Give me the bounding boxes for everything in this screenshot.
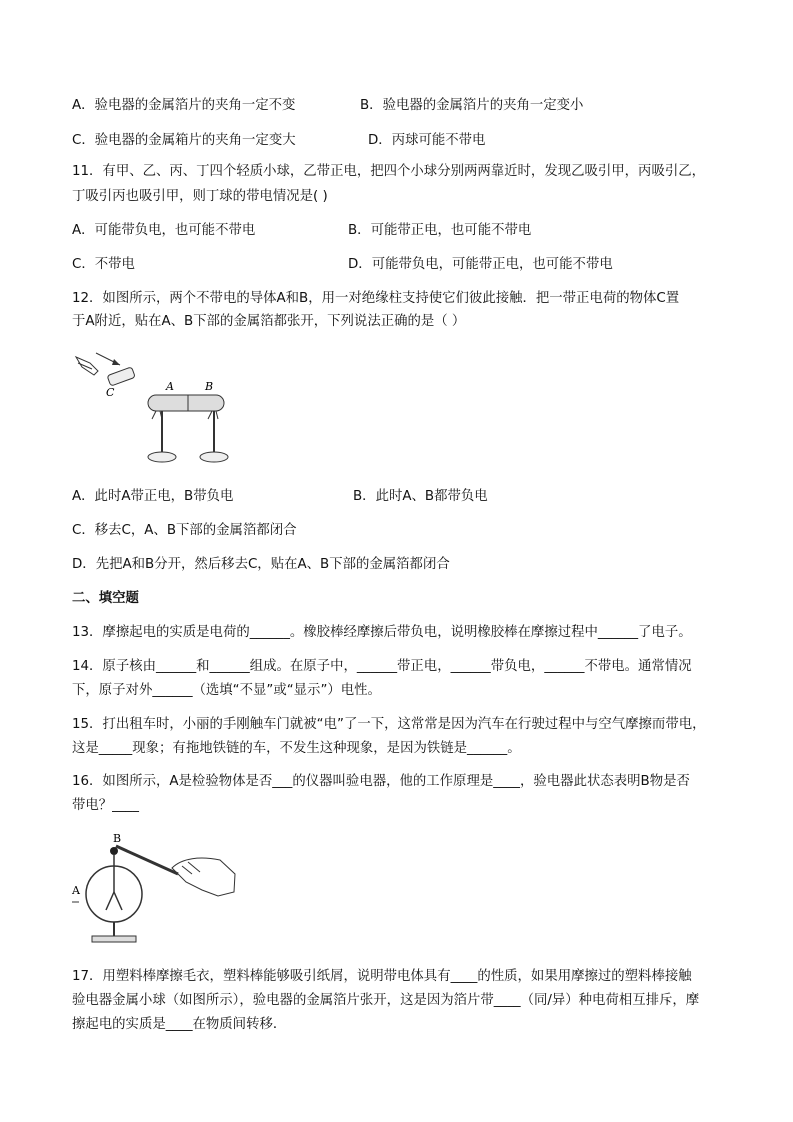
base-b — [200, 452, 228, 462]
q12-option-c: C．移去C，A、B下部的金属箔都闭合 — [72, 523, 297, 538]
q17-line1: 17．用塑料棒摩擦毛衣，塑料棒能够吸引纸屑，说明带电体具有____的性质，如果用摩擦过的塑料棒接触 — [72, 969, 692, 984]
hand-line — [78, 363, 92, 369]
q14-line1: 14．原子核由______和______组成。在原子中，______带正电，______带负电，______不带电。通常情况 — [72, 659, 692, 674]
rod — [116, 846, 178, 874]
q10-option-c: C．验电器的金属箱片的夹角一定变大 — [72, 133, 296, 148]
hand-icon — [172, 858, 235, 896]
finger-lines — [182, 862, 200, 874]
q12-option-b: B．此时A、B都带负电 — [353, 489, 488, 504]
charged-rod-c — [107, 367, 135, 386]
q13-text: 13．摩擦起电的实质是电荷的______。橡胶棒经摩擦后带负电，说明橡胶棒在摩擦过程中______了电子。 — [72, 625, 692, 640]
base-a — [148, 452, 176, 462]
q16-line2: 带电？____ — [72, 798, 139, 813]
q11-stem-line2: 丁吸引丙也吸引甲，则丁球的带电情况是( ) — [72, 189, 328, 204]
label-a: A — [72, 884, 80, 897]
label-a: A — [166, 380, 174, 393]
q11-stem-line1: 11．有甲、乙、丙、丁四个轻质小球，乙带正电，把四个小球分别两两靠近时，发现乙吸引甲，丙吸引乙， — [72, 164, 706, 179]
q15-line1: 15．打出租车时，小丽的手刚触车门就被“电”了一下，这常常是因为汽车在行驶过程中与空气摩擦而带电， — [72, 717, 706, 732]
q12-option-d: D．先把A和B分开，然后移去C，贴在A、B下部的金属箔都闭合 — [72, 557, 450, 572]
q11-option-b: B．可能带正电，也可能不带电 — [348, 223, 532, 238]
q16-line1: 16．如图所示，A是检验物体是否___的仪器叫验电器，他的工作原理是____，验电器此状态表明B物是否 — [72, 774, 690, 789]
q10-option-a: A．验电器的金属箔片的夹角一定不变 — [72, 98, 296, 113]
q17-line3: 擦起电的实质是____在物质间转移． — [72, 1017, 287, 1032]
q14-line2: 下，原子对外______（选填“不显”或“显示”）电性。 — [72, 683, 381, 698]
foil-leaves — [106, 892, 122, 910]
q10-option-b: B．验电器的金属箔片的夹角一定变小 — [360, 98, 584, 113]
q10-option-d: D．丙球可能不带电 — [368, 133, 486, 148]
arrow-head-icon — [112, 359, 120, 365]
q15-line2: 这是_____现象；有拖地铁链的车，不发生这种现象，是因为铁链是______。 — [72, 741, 521, 756]
label-c: C — [106, 386, 115, 399]
hand-icon — [76, 357, 98, 375]
q12-option-a: A．此时A带正电，B带负电 — [72, 489, 234, 504]
label-b: B — [205, 380, 214, 393]
figure-electroscope — [70, 830, 240, 950]
figure-conductors-ab — [72, 345, 242, 470]
q11-option-d: D．可能带负电，可能带正电，也可能不带电 — [348, 257, 613, 272]
conductor-ab — [148, 395, 224, 411]
q12-stem-line1: 12．如图所示，两个不带电的导体A和B，用一对绝缘柱支持使它们彼此接触．把一带正电荷的物体C置 — [72, 291, 680, 306]
foil-a — [152, 411, 162, 419]
metal-ball — [110, 847, 118, 855]
q17-line2: 验电器金属小球（如图所示），验电器的金属箔片张开，这是因为箔片带____（同/异）种电荷相互排斥，摩 — [72, 993, 700, 1008]
q11-option-a: A．可能带负电，也可能不带电 — [72, 223, 256, 238]
q11-option-c: C．不带电 — [72, 257, 135, 272]
label-b: B — [113, 832, 122, 845]
section-title: 二、填空题 — [72, 591, 139, 606]
q12-stem-line2: 于A附近，贴在A、B下部的金属箔都张开，下列说法正确的是（ ） — [72, 314, 466, 329]
stand-base — [92, 936, 136, 942]
